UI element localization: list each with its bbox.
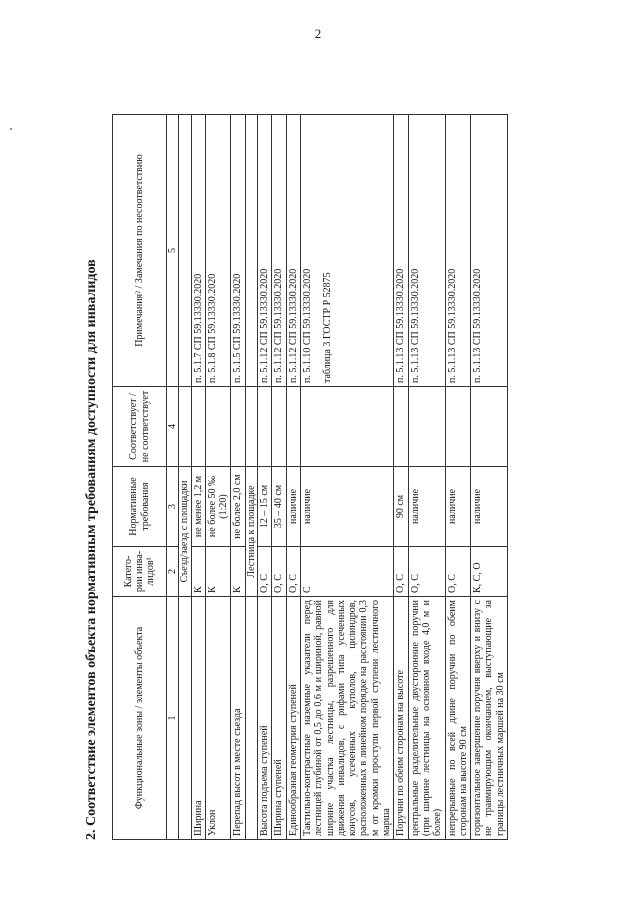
conformity-cell — [394, 387, 408, 467]
note-cell: п. 5.1.12 СП 59.13330.2020 — [286, 115, 300, 387]
element-cell: горизонтальное завершение поручня вверху и внизу с не травмирующим окончанием, выступающие за границы лестничных маршей на 30 см — [471, 597, 508, 840]
note-cell: п. 5.1.13 СП 59.13330.2020 — [471, 115, 508, 387]
category-cell: О, С — [445, 547, 471, 597]
column-number: 1 — [167, 597, 179, 840]
element-cell: Поручни по обеим сторонам на высоте — [394, 597, 408, 840]
scan-speck — [10, 128, 12, 130]
column-number-row — [167, 115, 179, 840]
element-cell: Единообразная геометрия ступеней — [286, 597, 300, 840]
column-number: 3 — [167, 467, 179, 547]
note-cell: п. 5.1.13 СП 59.13330.2020 — [445, 115, 471, 387]
rotated-page-content — [78, 115, 578, 840]
table-row — [205, 115, 231, 840]
category-cell: К — [231, 547, 245, 597]
conformity-cell — [205, 387, 231, 467]
norm-cell: наличие — [408, 467, 445, 547]
note-cell: п. 5.1.13 СП 59.13330.2020 — [408, 115, 445, 387]
element-cell: центральные разделительные двусторонние поручни (при ширине лестницы на основном входе 4,0 м и более) — [408, 597, 445, 840]
note-cell: п. 5.1.7 СП 59.13330.2020 — [191, 115, 205, 387]
norm-cell: не менее 1,2 м — [191, 467, 205, 547]
norm-cell: 35 – 40 см — [272, 467, 286, 547]
section-header-row — [245, 115, 257, 840]
category-cell: О, С — [394, 547, 408, 597]
column-number: 4 — [167, 387, 179, 467]
table-row — [286, 115, 300, 840]
element-cell: непрерывные по всей длине поручни по обеим сторонам на высоте 90 см — [445, 597, 471, 840]
conformity-cell — [408, 387, 445, 467]
category-cell: О, С — [408, 547, 445, 597]
table-row — [408, 115, 445, 840]
column-number: 2 — [167, 547, 179, 597]
category-cell: К, С, О — [471, 547, 508, 597]
table-row — [445, 115, 471, 840]
conformity-cell — [231, 387, 245, 467]
header-cell: Примечания² / Замечания по несоответствию — [113, 115, 167, 387]
table-row — [258, 115, 272, 840]
conformity-cell — [445, 387, 471, 467]
element-cell: Перепад высот в месте съезда — [231, 597, 245, 840]
note-cell: п. 5.1.5 СП 59.13330.2020 — [231, 115, 245, 387]
element-cell: Ширина — [191, 597, 205, 840]
header-cell: Катего-рии инва-лидов¹ — [113, 547, 167, 597]
category-cell: С — [300, 547, 393, 597]
note-text: таблица 3 ГОСТР Р 52875 — [322, 272, 334, 383]
norm-cell: 12 – 15 см — [258, 467, 272, 547]
table-row — [471, 115, 508, 840]
note-cell: п. 5.1.12 СП 59.13330.2020 — [258, 115, 272, 387]
header-cell: Функциональные зоны / элементы объекта — [113, 597, 167, 840]
element-cell: Тактильно-контрастные наземные указатели перед лестницей глубиной от 0,5 до 0,6 м и шириной, равной ширине участка лестницы, разрешенного для движения инвалидов, с рифами типа усеченных конусов, усеченных куполов, цилиндров, расположенных в линейном порядке на расстоянии 0,3 м от кромки проступи первой ступени лестничного марша — [300, 597, 393, 840]
note-cell — [300, 115, 393, 387]
category-cell: К — [191, 547, 205, 597]
column-number: 5 — [167, 115, 179, 387]
category-cell: О, С — [286, 547, 300, 597]
table-row — [231, 115, 245, 840]
norm-cell: наличие — [286, 467, 300, 547]
norm-cell: 90 см — [394, 467, 408, 547]
note-cell: п. 5.1.12 СП 59.13330.2020 — [272, 115, 286, 387]
section-header-row — [179, 115, 191, 840]
conformity-cell — [471, 387, 508, 467]
category-cell: О, С — [272, 547, 286, 597]
conformity-cell — [272, 387, 286, 467]
norm-cell: наличие — [300, 467, 393, 547]
table-row — [394, 115, 408, 840]
conformity-cell — [258, 387, 272, 467]
conformity-cell — [191, 387, 205, 467]
norm-cell: не более 2,0 см — [231, 467, 245, 547]
header-cell: Нормативные требования — [113, 467, 167, 547]
table-row — [272, 115, 286, 840]
conformity-cell — [286, 387, 300, 467]
header-row — [113, 115, 167, 840]
element-cell: Уклон — [205, 597, 231, 840]
norm-cell: не более 50 ‰ (1:20) — [205, 467, 231, 547]
category-cell: К — [205, 547, 231, 597]
note-cell: п. 5.1.13 СП 59.13330.2020 — [394, 115, 408, 387]
header-cell: Соответствует / не соответствует — [113, 387, 167, 467]
table-row — [300, 115, 393, 840]
accessibility-table — [112, 114, 508, 840]
page-number: 2 — [314, 26, 322, 41]
table-row — [191, 115, 205, 840]
note-text: п. 5.1.10 СП 59.13330.2020 — [301, 268, 313, 383]
section-title: 2. Соответствие элементов объекта нормативным требованиям доступности для инвалидов — [84, 259, 99, 840]
norm-cell: наличие — [471, 467, 508, 547]
category-cell: О, С — [258, 547, 272, 597]
element-cell: Высота подъема ступеней — [258, 597, 272, 840]
section-header: Лестница к площадке — [245, 467, 257, 597]
note-cell: п. 5.1.8 СП 59.13330.2020 — [205, 115, 231, 387]
element-cell: Ширина ступеней — [272, 597, 286, 840]
section-header: Съезд/заезд с площадки — [179, 467, 191, 597]
conformity-cell — [300, 387, 393, 467]
norm-cell: наличие — [445, 467, 471, 547]
